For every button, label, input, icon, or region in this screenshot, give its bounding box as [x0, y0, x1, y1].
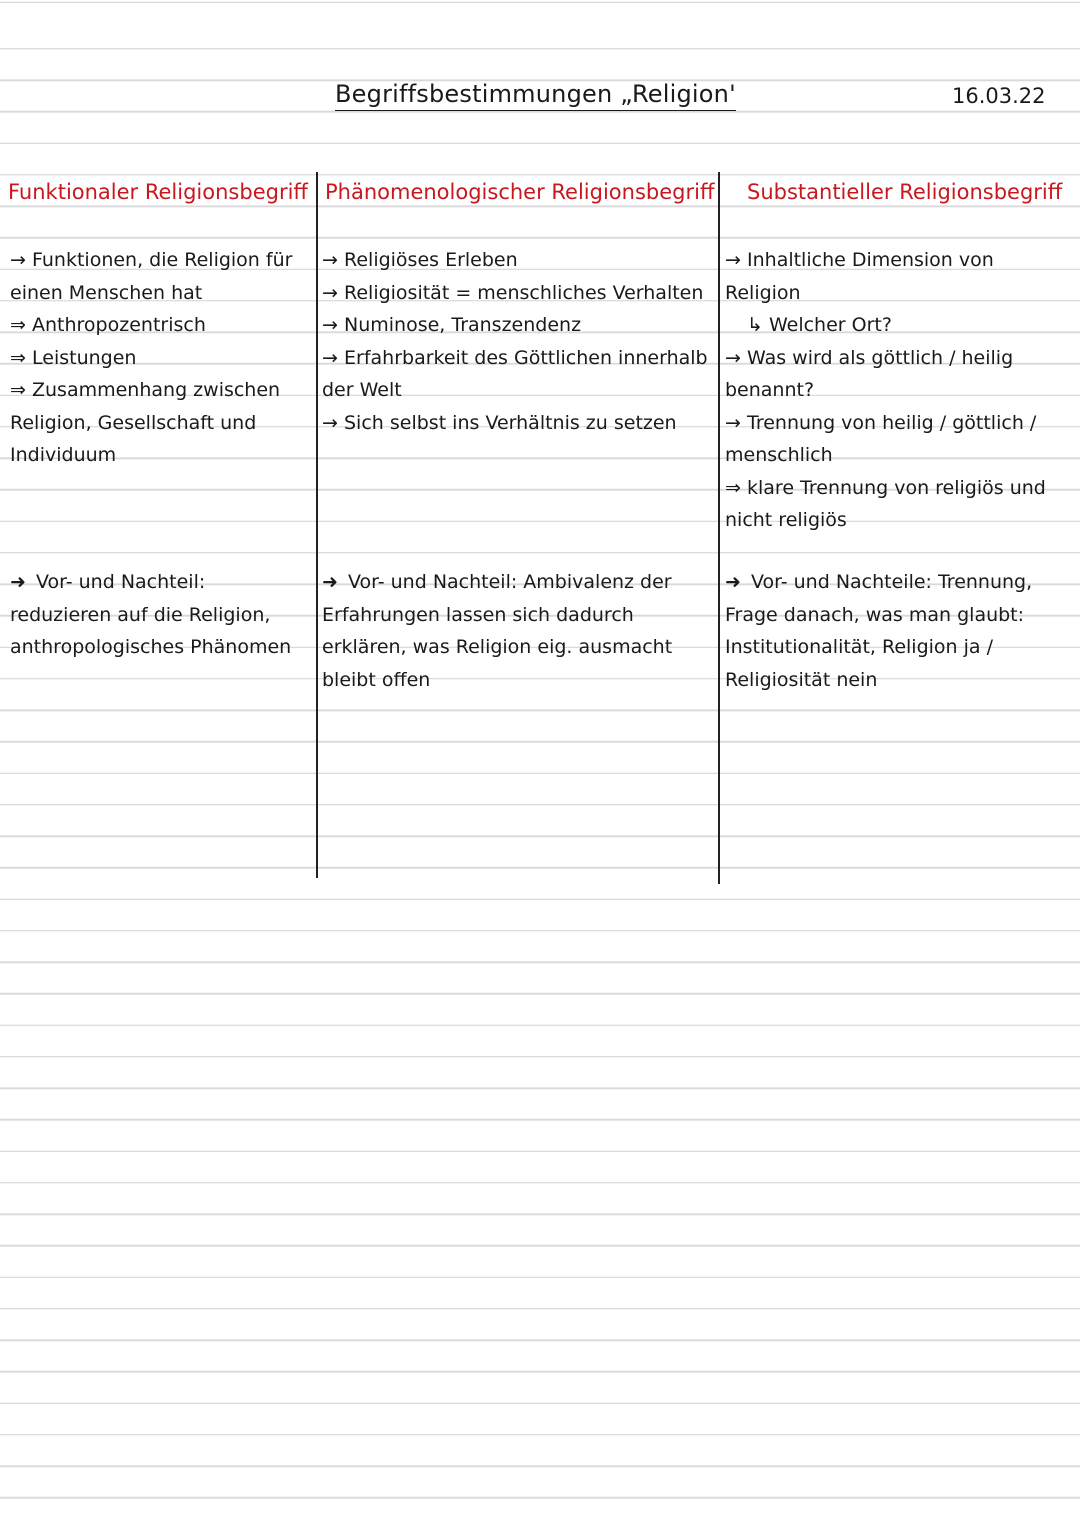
arrow-icon: → [725, 346, 741, 369]
point-text: Religiosität = menschliches Verhalten [344, 281, 704, 304]
list-item [322, 277, 714, 310]
sub-point-text: Welcher Ort? [768, 314, 892, 336]
point-text: Funktionen, die Religion für einen Menschen hat [10, 249, 293, 304]
bold-arrow-icon: ➜ [725, 571, 741, 593]
list-item [322, 309, 714, 342]
bold-arrow-icon: ➜ [10, 571, 26, 593]
pros-cons-text: Vor- und Nachteil: Ambivalenz der Erfahrungen lassen sich dadurch erklären, was Religion eig. ausmacht bleibt offen [322, 571, 673, 691]
column-functional-points [10, 244, 310, 472]
column-substantial-points [725, 244, 1075, 537]
pros-cons-substantial [725, 566, 1075, 696]
point-text: Anthropozentrisch [32, 314, 206, 336]
pros-cons-text: Vor- und Nachteile: Trennung, Frage danach, was man glaubt: Institutionalität, Religion ja / Religiosität nein [725, 571, 1033, 691]
list-item [10, 342, 310, 375]
list-item [322, 244, 714, 277]
corner-arrow-icon: ↳ [747, 314, 769, 336]
point-text: Sich selbst ins Verhältnis zu setzen [344, 411, 677, 434]
column-divider [316, 172, 318, 878]
arrow-icon: ⇒ [10, 379, 26, 401]
arrow-icon: ⇒ [10, 346, 26, 369]
column-heading-phenomenological: Phänomenologischer Religionsbegriff [325, 180, 715, 204]
page-title: Begriffsbestimmungen „Religion' [335, 80, 736, 111]
arrow-icon: ⇒ [725, 476, 741, 499]
list-item [10, 309, 310, 342]
arrow-icon: → [322, 411, 338, 434]
arrow-icon: → [725, 411, 741, 434]
bold-arrow-icon: ➜ [322, 571, 338, 593]
pros-cons-functional [10, 566, 310, 664]
point-text: Trennung von heilig / göttlich / menschlich [725, 411, 1037, 466]
point-text: Leistungen [32, 346, 137, 369]
arrow-icon: ⇒ [10, 314, 26, 336]
list-item [10, 244, 310, 309]
point-text: Religiöses Erleben [344, 249, 518, 271]
point-text: Inhaltliche Dimension von Religion [725, 249, 994, 304]
arrow-icon: → [322, 281, 338, 304]
column-heading-substantial: Substantieller Religionsbegriff [747, 180, 1063, 204]
arrow-icon: → [322, 314, 338, 336]
arrow-icon: → [725, 249, 741, 271]
arrow-icon: → [322, 346, 338, 369]
column-divider [718, 172, 720, 884]
point-text: Zusammenhang zwischen Religion, Gesellschaft und Individuum [10, 379, 281, 466]
list-item [725, 244, 1075, 309]
point-text: klare Trennung von religiös und nicht religiös [725, 476, 1046, 531]
list-item [725, 407, 1075, 472]
list-item [725, 309, 1075, 342]
column-phenomenological-points [322, 244, 714, 439]
pros-cons-phenomenological [322, 566, 714, 696]
list-item [725, 342, 1075, 407]
pros-cons-text: Vor- und Nachteil: reduzieren auf die Religion, anthropologisches Phänomen [10, 571, 292, 658]
list-item [322, 407, 714, 440]
point-text: Was wird als göttlich / heilig benannt? [725, 346, 1014, 401]
list-item [10, 374, 310, 472]
list-item [322, 342, 714, 407]
point-text: Numinose, Transzendenz [344, 314, 582, 336]
column-heading-functional: Funktionaler Religionsbegriff [8, 180, 308, 204]
point-text: Erfahrbarkeit des Göttlichen innerhalb der Welt [322, 346, 708, 401]
list-item [725, 472, 1075, 537]
arrow-icon: → [10, 249, 26, 271]
arrow-icon: → [322, 249, 338, 271]
date-label: 16.03.22 [952, 84, 1046, 108]
